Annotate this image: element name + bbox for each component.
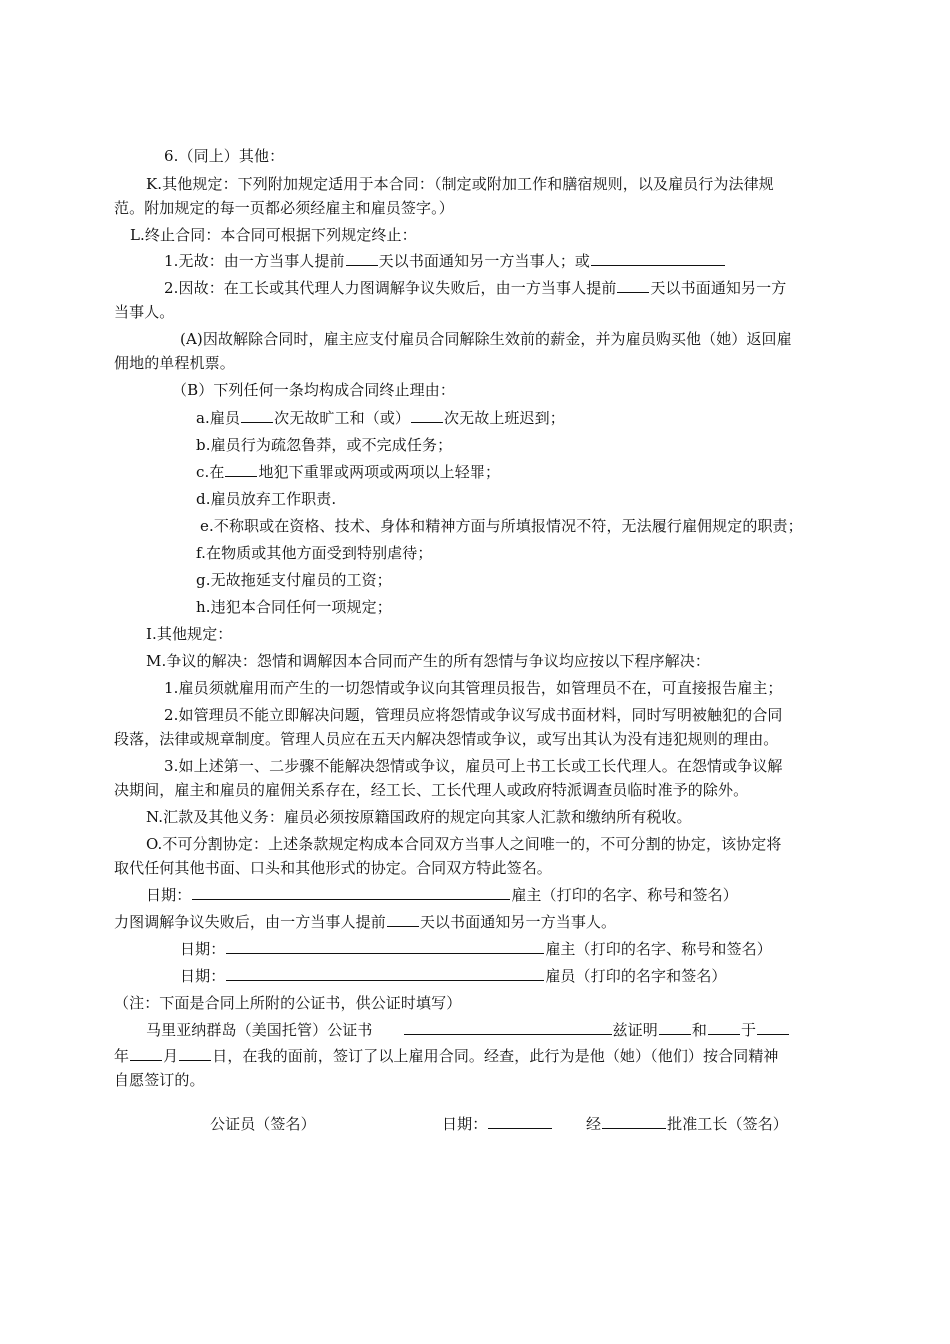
clause-o-line2: 取代任何其他书面、口头和其他形式的协定。合同双方特此签名。 bbox=[114, 859, 552, 877]
employee-signature-line: 日期： 雇员（打印的名字和签名） bbox=[180, 967, 727, 985]
year-blank bbox=[757, 1020, 789, 1035]
clause-a-line1: (A)因故解除合同时，雇主应支付雇员合同解除生效前的薪金，并为雇员购买他（她）返回雇 bbox=[180, 330, 792, 348]
notary-line2: 年 月 日，在我的面前，签订了以上雇用合同。经查，此行为是他（她）（他们）按合同精神 bbox=[114, 1047, 779, 1065]
clause-b-heading: （B）下列任何一条均构成合同终止理由： bbox=[172, 381, 455, 399]
employer-signature-line-1: 日期： 雇主（打印的名字、称号和签名） bbox=[146, 886, 738, 904]
clause-m-heading: M.争议的解决：怨情和调解因本合同而产生的所有怨情与争议均应按以下程序解决： bbox=[146, 652, 710, 670]
clause-l1: 1.无故：由一方当事人提前 天以书面通知另一方当事人；或 bbox=[164, 251, 726, 271]
party-blank bbox=[708, 1020, 740, 1035]
clause-k-line2: 范。附加规定的每一页都必须经雇主和雇员签字。） bbox=[114, 199, 454, 217]
reason-f: f.在物质或其他方面受到特别虐待； bbox=[196, 544, 433, 562]
clause-l2-line1: 2.因故：在工长或其代理人力图调解争议失败后，由一方当事人提前 天以书面通知另一方 bbox=[164, 279, 787, 297]
notary-line1: 马里亚纳群岛（美国托管）公证书 兹证明 和 于 bbox=[146, 1020, 790, 1040]
signature-blank bbox=[226, 939, 544, 954]
notary-note: （注：下面是合同上所附的公证书，供公证时填写） bbox=[114, 994, 462, 1012]
foreman-blank bbox=[602, 1114, 666, 1129]
count-blank bbox=[241, 408, 273, 423]
party-blank bbox=[659, 1020, 691, 1035]
signature-blank bbox=[226, 966, 544, 981]
clause-n: N.汇款及其他义务：雇员必须按原籍国政府的规定向其家人汇款和缴纳所有税收。 bbox=[146, 808, 692, 826]
notary-date: 日期： bbox=[442, 1114, 553, 1134]
employer-signature-line-2: 日期： 雇主（打印的名字、称号和签名） bbox=[180, 940, 772, 958]
clause-m1: 1.雇员须就雇用而产生的一切怨情或争议向其管理员报告，如管理员不在，可直接报告雇主； bbox=[164, 679, 783, 697]
clause-k-line1: K.其他规定：下列附加规定适用于本合同：（制定或附加工作和膳宿规则，以及雇员行为法律规 bbox=[146, 175, 774, 193]
reason-g: g.无故拖延支付雇员的工资； bbox=[196, 571, 392, 589]
place-blank bbox=[225, 462, 257, 477]
clause-m2-line2: 段落，法律或规章制度。管理人员应在五天内解决怨情或争议，或写出其认为没有违犯规则的理由。 bbox=[114, 730, 779, 748]
days-blank bbox=[387, 912, 419, 927]
day-blank bbox=[179, 1046, 211, 1061]
month-blank bbox=[130, 1046, 162, 1061]
date-blank bbox=[488, 1114, 552, 1129]
clause-o-line1: O.不可分割协定：上述条款规定构成本合同双方当事人之间唯一的，不可分割的协定，该协定将 bbox=[146, 835, 782, 853]
clause-m2-line1: 2.如管理员不能立即解决问题，管理员应将怨情或争议写成书面材料，同时写明被触犯的合同 bbox=[164, 706, 783, 724]
reason-h: h.违犯本合同任何一项规定； bbox=[196, 598, 392, 616]
reason-c: c.在 地犯下重罪或两项或两项以上轻罪； bbox=[196, 463, 501, 481]
clause-m3-line2: 决期间，雇主和雇员的雇佣关系存在，经工长、工长代理人或政府特派调查员临时准予的除外。 bbox=[114, 781, 749, 799]
clause-6-other: 6.（同上）其他： bbox=[164, 147, 285, 165]
repeated-clause-line: 力图调解争议失败后，由一方当事人提前 天以书面通知另一方当事人。 bbox=[114, 913, 617, 931]
clause-m3-line1: 3.如上述第一、二步骤不能解决怨情或争议，雇员可上书工长或工长代理人。在怨情或争议解 bbox=[164, 757, 783, 775]
count-blank bbox=[411, 408, 443, 423]
reason-a: a.雇员 次无故旷工和（或） 次无故上班迟到； bbox=[196, 409, 565, 427]
notary-name-blank bbox=[404, 1020, 612, 1035]
notary-signature: 公证员（签名） bbox=[210, 1115, 316, 1133]
reason-d: d.雇员放弃工作职责. bbox=[196, 490, 337, 508]
clause-l2-line2: 当事人。 bbox=[114, 303, 175, 321]
clause-a-line2: 佣地的单程机票。 bbox=[114, 354, 235, 372]
days-blank bbox=[346, 251, 378, 266]
notary-line3: 自愿签订的。 bbox=[114, 1071, 205, 1089]
reason-b: b.雇员行为疏忽鲁莽，或不完成任务； bbox=[196, 436, 453, 454]
days-blank bbox=[617, 278, 649, 293]
foreman-approval: 经 批准工长（签名） bbox=[586, 1115, 788, 1133]
clause-i-other: I.其他规定： bbox=[146, 625, 233, 643]
reason-e: e.不称职或在资格、技术、身体和精神方面与所填报情况不符，无法履行雇佣规定的职责； bbox=[200, 517, 803, 535]
signature-blank bbox=[192, 885, 510, 900]
clause-l-heading: L.终止合同：本合同可根据下列规定终止： bbox=[130, 226, 417, 244]
reason-blank bbox=[591, 251, 725, 266]
